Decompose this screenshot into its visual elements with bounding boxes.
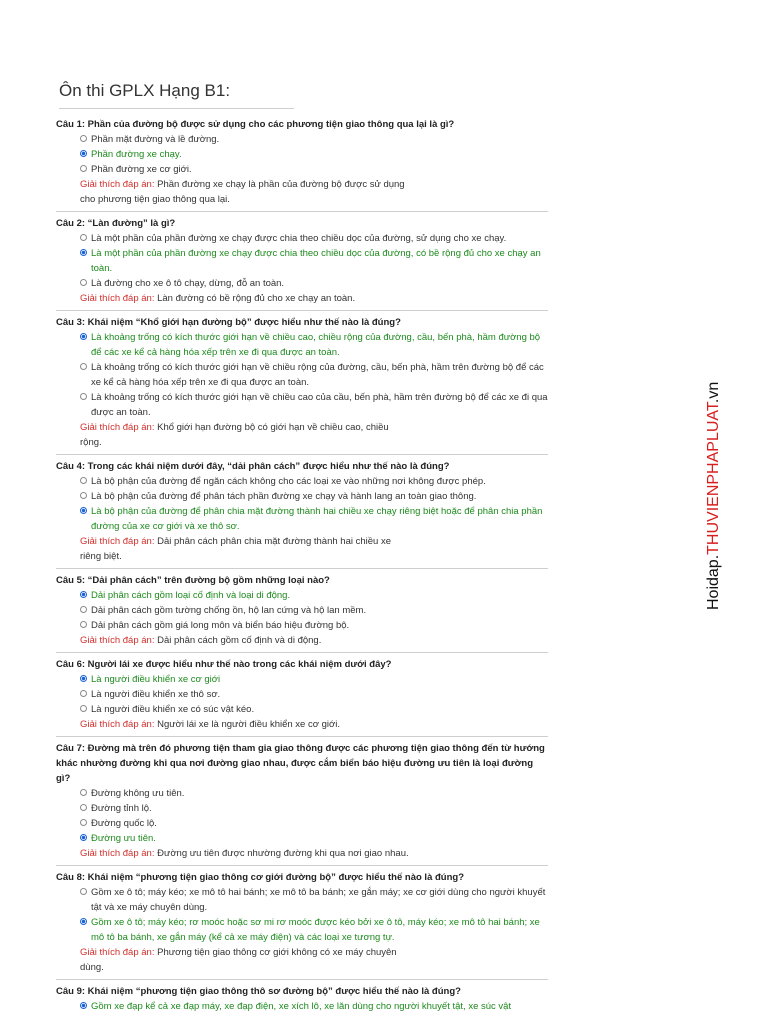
- answer-explanation: [56, 534, 410, 564]
- watermark-brand: THUVIENPHAPLUAT: [705, 403, 722, 555]
- radio-checked-icon[interactable]: [80, 675, 87, 682]
- answer-option-text: Đường tỉnh lộ.: [91, 803, 152, 814]
- answer-option[interactable]: [56, 885, 548, 915]
- question-block: [56, 115, 548, 212]
- question-text: Câu 5: “Dải phân cách” trên đường bộ gồm những loại nào?: [56, 575, 330, 586]
- explanation-text: Phương tiện giao thông cơ giới không có xe máy chuyên dùng.: [80, 947, 397, 973]
- radio-unchecked-icon[interactable]: [80, 606, 87, 613]
- radio-checked-icon[interactable]: [80, 1002, 87, 1009]
- radio-unchecked-icon[interactable]: [80, 492, 87, 499]
- answer-option[interactable]: [56, 360, 548, 390]
- radio-checked-icon[interactable]: [80, 834, 87, 841]
- radio-unchecked-icon[interactable]: [80, 690, 87, 697]
- answer-option-text: Là người điều khiển xe thô sơ.: [91, 689, 221, 700]
- explanation-text: Dải phân cách phân chia mặt đường thành hai chiều xe riêng biệt.: [80, 536, 391, 562]
- question-block: [56, 457, 548, 569]
- radio-checked-icon[interactable]: [80, 249, 87, 256]
- radio-checked-icon[interactable]: [80, 150, 87, 157]
- answer-option-text: Là bộ phận của đường để phân chia mặt đường thành hai chiều xe chạy riêng biệt hoặc để phân chia phần đường của xe cơ giới và xe thô sơ.: [91, 506, 543, 532]
- answer-option[interactable]: [56, 504, 548, 534]
- answer-option[interactable]: [56, 147, 548, 162]
- answer-option-text: Phần đường xe cơ giới.: [91, 164, 192, 175]
- answer-explanation: [56, 846, 548, 861]
- radio-unchecked-icon[interactable]: [80, 165, 87, 172]
- answer-option-text: Là khoảng trống có kích thước giới hạn về chiều cao của cầu, bến phà, hầm trên đường bộ để các xe đi qua được an toàn.: [91, 392, 548, 418]
- answer-option-text: Đường ưu tiên.: [91, 833, 156, 844]
- radio-unchecked-icon[interactable]: [80, 363, 87, 370]
- answer-option-text: Dải phân cách gồm tường chống ồn, hộ lan cứng và hộ lan mềm.: [91, 605, 367, 616]
- question-text: Câu 8: Khái niệm “phương tiện giao thông cơ giới đường bộ” được hiểu thế nào là đúng?: [56, 872, 465, 883]
- question-block: [56, 982, 548, 1018]
- question-block: [56, 655, 548, 737]
- explanation-text: Đường ưu tiên được nhường đường khi qua nơi giao nhau.: [157, 848, 409, 859]
- radio-unchecked-icon[interactable]: [80, 804, 87, 811]
- answer-option-text: Là một phần của phần đường xe chạy được chia theo chiều dọc của đường, sử dụng cho xe chạy.: [91, 233, 507, 244]
- answer-option[interactable]: [56, 831, 548, 846]
- answer-option-text: Là bộ phận của đường để ngăn cách không cho các loại xe vào những nơi không được phép.: [91, 476, 486, 487]
- radio-unchecked-icon[interactable]: [80, 279, 87, 286]
- answer-option[interactable]: [56, 330, 548, 360]
- answer-option[interactable]: [56, 915, 548, 945]
- question-block: [56, 571, 548, 653]
- answer-option-text: Là khoảng trống có kích thước giới hạn về chiều cao, chiều rộng của đường, cầu, bến phà, hầm đường bộ để các xe kể cả hàng hóa xếp trên xe đi qua được an toàn.: [91, 332, 541, 358]
- question-text: Câu 7: Đường mà trên đó phương tiện tham gia giao thông được các phương tiện giao thông đến từ hướng khác nhường đường khi qua nơi đường giao nhau, được cắm biển báo hiệu đường ưu tiên là loại đường gì?: [56, 743, 545, 784]
- answer-explanation: [56, 945, 410, 975]
- page-title: Ôn thi GPLX Hạng B1:: [59, 81, 294, 109]
- answer-option[interactable]: [56, 702, 548, 717]
- answer-option[interactable]: [56, 816, 548, 831]
- radio-unchecked-icon[interactable]: [80, 789, 87, 796]
- answer-option[interactable]: [56, 603, 548, 618]
- explanation-text: Dải phân cách gồm cố định và di động.: [157, 635, 322, 646]
- answer-explanation: [56, 717, 548, 732]
- question-text: Câu 9: Khái niệm “phương tiện giao thông thô sơ đường bộ” được hiểu thế nào là đúng?: [56, 986, 461, 997]
- explanation-label: Giải thích đáp án:: [80, 422, 155, 433]
- watermark: [705, 382, 723, 610]
- radio-unchecked-icon[interactable]: [80, 234, 87, 241]
- explanation-text: Làn đường có bề rộng đủ cho xe chạy an toàn.: [157, 293, 356, 304]
- question-text: Câu 3: Khái niệm “Khổ giới hạn đường bộ” được hiểu như thế nào là đúng?: [56, 317, 401, 328]
- answer-option-text: Phần đường xe chạy.: [91, 149, 182, 160]
- watermark-suffix: .vn: [705, 381, 722, 404]
- answer-option-text: Là đường cho xe ô tô chạy, dừng, đỗ an toàn.: [91, 278, 285, 289]
- answer-option-text: Gồm xe ô tô; máy kéo; xe mô tô hai bánh; xe mô tô ba bánh; xe gắn máy; xe cơ giới dùng cho người khuyết tật và xe máy chuyên dùng.: [91, 887, 546, 913]
- answer-option[interactable]: [56, 786, 548, 801]
- answer-option[interactable]: [56, 489, 548, 504]
- answer-explanation: [56, 633, 548, 648]
- answer-option[interactable]: [56, 231, 548, 246]
- radio-unchecked-icon[interactable]: [80, 393, 87, 400]
- explanation-label: Giải thích đáp án:: [80, 719, 155, 730]
- answer-option[interactable]: [56, 390, 548, 420]
- explanation-label: Giải thích đáp án:: [80, 635, 155, 646]
- radio-checked-icon[interactable]: [80, 507, 87, 514]
- answer-option-text: Là bộ phận của đường để phân tách phần đường xe chạy và hành lang an toàn giao thông.: [91, 491, 477, 502]
- radio-unchecked-icon[interactable]: [80, 888, 87, 895]
- explanation-label: Giải thích đáp án:: [80, 293, 155, 304]
- explanation-text: Khổ giới hạn đường bộ có giới hạn về chiều cao, chiều rộng.: [80, 422, 389, 448]
- radio-unchecked-icon[interactable]: [80, 621, 87, 628]
- answer-explanation: [56, 177, 410, 207]
- question-text: Câu 1: Phần của đường bộ được sử dụng cho các phương tiện giao thông qua lại là gì?: [56, 119, 455, 130]
- explanation-text: Người lái xe là người điều khiển xe cơ giới.: [157, 719, 340, 730]
- answer-option-text: Là một phần của phần đường xe chạy được chia theo chiều dọc của đường, có bề rộng đủ cho xe chạy an toàn.: [91, 248, 541, 274]
- explanation-text: Phần đường xe chạy là phần của đường bộ được sử dụng cho phương tiện giao thông qua lại.: [80, 179, 405, 205]
- answer-option-text: Gồm xe đạp kể cả xe đạp máy, xe đạp điện, xe xích lô, xe lăn dùng cho người khuyết tật, xe súc vật: [91, 1001, 512, 1012]
- explanation-label: Giải thích đáp án:: [80, 848, 155, 859]
- answer-option-text: Đường quốc lộ.: [91, 818, 157, 829]
- question-block: [56, 739, 548, 866]
- question-list: [56, 115, 548, 1020]
- answer-option[interactable]: [56, 687, 548, 702]
- answer-explanation: [56, 420, 410, 450]
- radio-checked-icon[interactable]: [80, 591, 87, 598]
- answer-option[interactable]: [56, 276, 548, 291]
- answer-option[interactable]: [56, 132, 548, 147]
- answer-option[interactable]: [56, 999, 548, 1014]
- question-block: [56, 214, 548, 311]
- answer-option-text: Gồm xe ô tô; máy kéo; rơ moóc hoặc sơ mi rơ moóc được kéo bởi xe ô tô, máy kéo; xe mô tô hai bánh; xe mô tô ba bánh, xe gắn máy (kể cả xe máy điện) và các loại xe tương tự.: [91, 917, 540, 943]
- answer-option-text: Dải phân cách gồm loại cố định và loại di động.: [91, 590, 291, 601]
- explanation-label: Giải thích đáp án:: [80, 536, 155, 547]
- answer-option[interactable]: [56, 162, 548, 177]
- watermark-prefix: Hoidap.: [705, 554, 722, 610]
- question-block: [56, 868, 548, 980]
- question-text: Câu 4: Trong các khái niệm dưới đây, “dải phân cách” được hiểu như thế nào là đúng?: [56, 461, 450, 472]
- question-block: [56, 313, 548, 455]
- answer-option[interactable]: [56, 801, 548, 816]
- answer-option[interactable]: [56, 588, 548, 603]
- radio-unchecked-icon[interactable]: [80, 135, 87, 142]
- radio-unchecked-icon[interactable]: [80, 819, 87, 826]
- answer-option[interactable]: [56, 672, 548, 687]
- answer-option[interactable]: [56, 246, 548, 276]
- answer-option-text: Dải phân cách gồm giá long môn và biển báo hiệu đường bộ.: [91, 620, 350, 631]
- answer-option[interactable]: [56, 474, 548, 489]
- answer-option[interactable]: [56, 618, 548, 633]
- answer-option-text: Là người điều khiển xe cơ giới: [91, 674, 221, 685]
- answer-option-text: Là khoảng trống có kích thước giới hạn về chiều rộng của đường, cầu, bến phà, hầm trên đường bộ để các xe kể cả hàng hóa xếp trên xe đi qua được an toàn.: [91, 362, 544, 388]
- radio-unchecked-icon[interactable]: [80, 477, 87, 484]
- radio-checked-icon[interactable]: [80, 918, 87, 925]
- answer-option-text: Phần mặt đường và lề đường.: [91, 134, 220, 145]
- answer-option-text: Đường không ưu tiên.: [91, 788, 185, 799]
- radio-checked-icon[interactable]: [80, 333, 87, 340]
- question-text: Câu 6: Người lái xe được hiểu như thế nào trong các khái niệm dưới đây?: [56, 659, 392, 670]
- question-text: Câu 2: “Làn đường” là gì?: [56, 218, 176, 229]
- explanation-label: Giải thích đáp án:: [80, 947, 155, 958]
- radio-unchecked-icon[interactable]: [80, 705, 87, 712]
- answer-explanation: [56, 291, 548, 306]
- answer-option-text: Là người điều khiển xe có súc vật kéo.: [91, 704, 255, 715]
- explanation-label: Giải thích đáp án:: [80, 179, 155, 190]
